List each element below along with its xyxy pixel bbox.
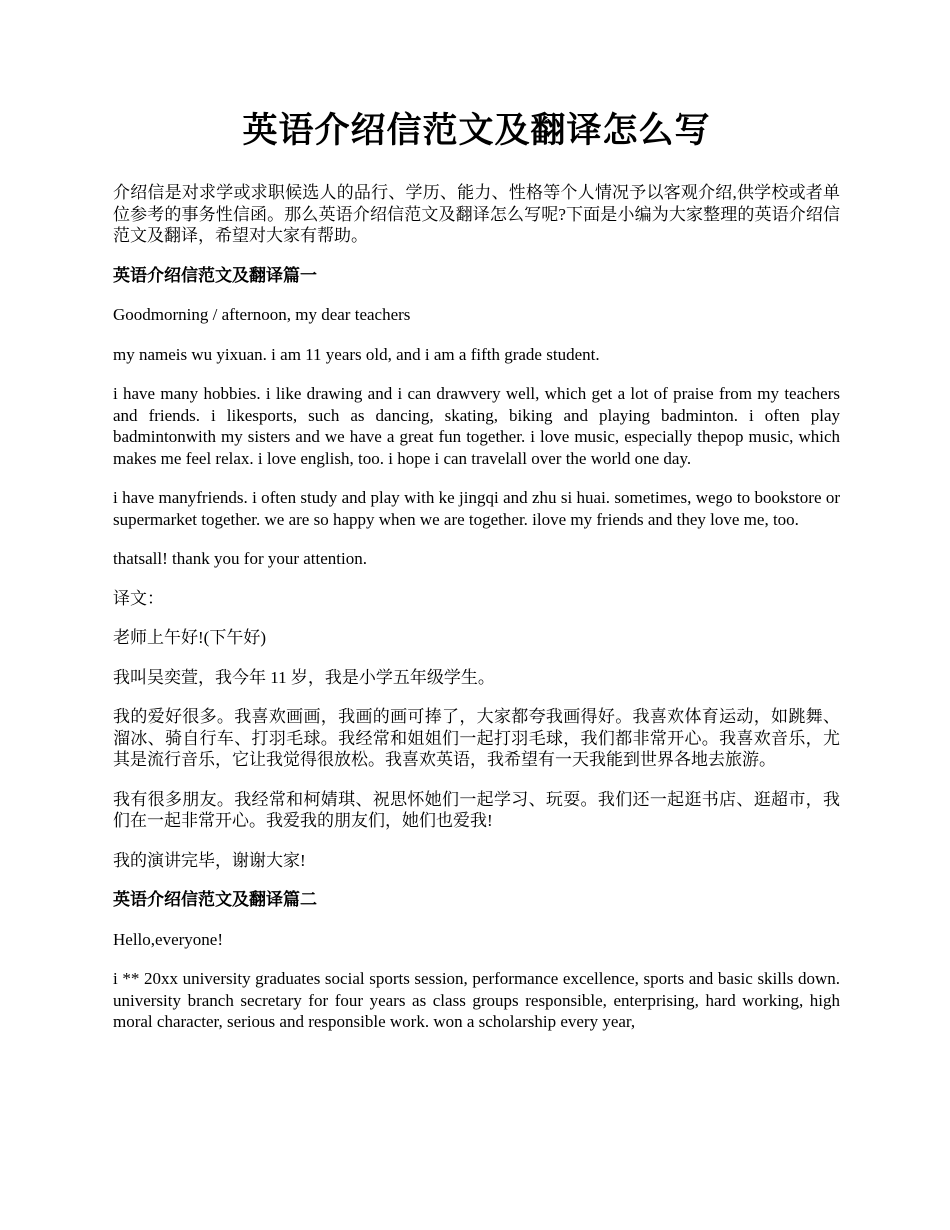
translation-label: 译文： <box>113 588 164 608</box>
document-page <box>113 110 840 1051</box>
paragraph: i ** 20xx university graduates social sports session, performance excellence, sports and basic skills down. university branch secretary for four years as class groups responsible, enterprising, hard working, high moral character, serious and responsible work. won a scholarship every year, <box>113 969 840 1031</box>
section-heading-1: 英语介绍信范文及翻译篇一 <box>113 265 317 285</box>
paragraph: 我有很多朋友。我经常和柯婧琪、祝思怀她们一起学习、玩耍。我们还一起逛书店、逛超市，我们在一起非常开心。我爱我的朋友们，她们也爱我! <box>113 789 840 830</box>
paragraph: i have many hobbies. i like drawing and i can drawvery well, which get a lot of praise from my teachers and friends. i likesports, such as dancing, skating, biking and playing badminton. i often play badmintonwith my sisters and we have a great fun together. i love music, especially thepop music, which makes me feel relax. i love english, too. i hope i can travelall over the world one day. <box>113 384 840 468</box>
paragraph: 我的爱好很多。我喜欢画画，我画的画可捧了，大家都夸我画得好。我喜欢体育运动，如跳舞、溜冰、骑自行车、打羽毛球。我经常和姐姐们一起打羽毛球，我们都非常开心。我喜欢音乐，尤其是流行音乐，它让我觉得很放松。我喜欢英语，我希望有一天我能到世界各地去旅游。 <box>113 707 840 769</box>
paragraph: Goodmorning / afternoon, my dear teachers <box>113 305 411 324</box>
document-title: 英语介绍信范文及翻译怎么写 <box>242 111 711 150</box>
intro-paragraph: 介绍信是对求学或求职候选人的品行、学历、能力、性格等个人情况予以客观介绍,供学校或者单位参考的事务性信函。那么英语介绍信范文及翻译怎么写呢?下面是小编为大家整理的英语介绍信范文及翻译，希望对大家有帮助。 <box>113 183 840 245</box>
paragraph: thatsall! thank you for your attention. <box>113 549 367 568</box>
paragraph: i have manyfriends. i often study and play with ke jingqi and zhu si huai. sometimes, wego to bookstore or supermarket together. we are so happy when we are together. ilove my friends and they love me, too. <box>113 488 840 529</box>
paragraph: 我的演讲完毕，谢谢大家! <box>113 850 306 870</box>
paragraph: Hello,everyone! <box>113 929 223 949</box>
paragraph: my nameis wu yixuan. i am 11 years old, and i am a fifth grade student. <box>113 344 600 364</box>
paragraph: 我叫吴奕萱，我今年 11 岁，我是小学五年级学生。 <box>113 667 495 687</box>
section-heading-2: 英语介绍信范文及翻译篇二 <box>113 890 317 909</box>
paragraph: 老师上午好!(下午好) <box>113 628 266 647</box>
